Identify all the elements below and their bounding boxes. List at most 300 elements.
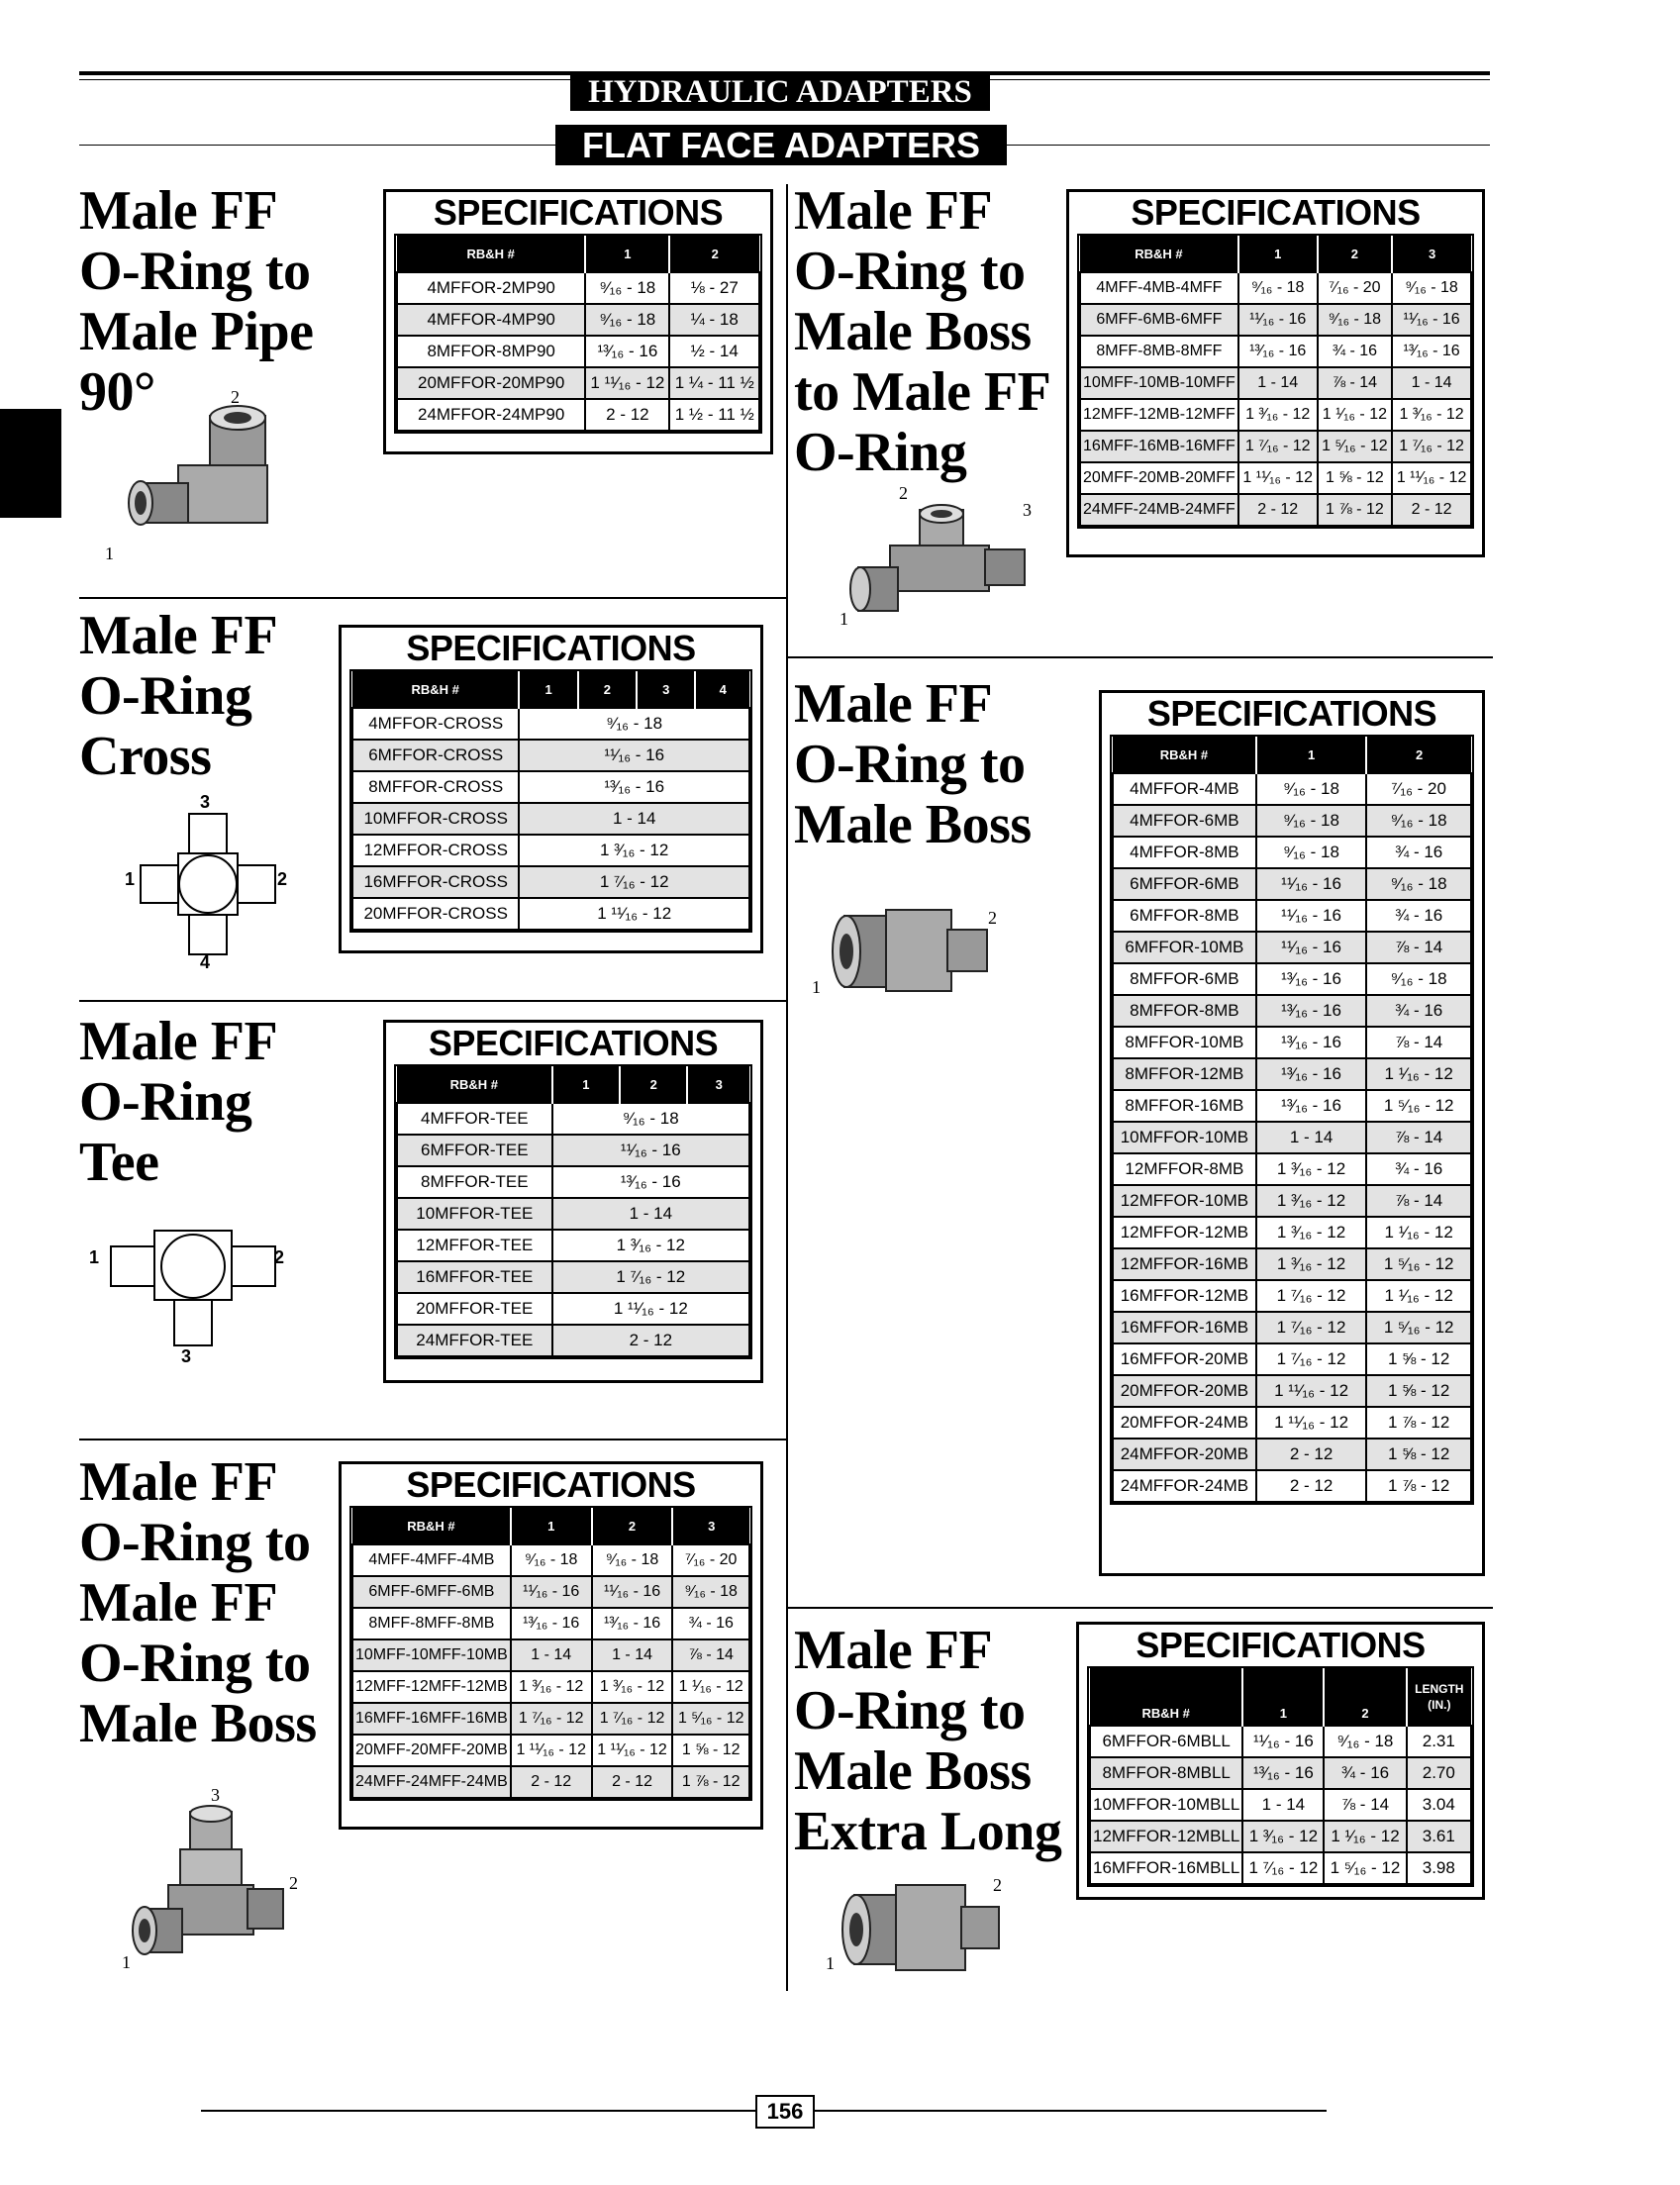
spec-heading: SPECIFICATIONS	[406, 628, 696, 668]
port-size: ⅞ - 14	[1318, 367, 1393, 399]
port-size: 1 ³⁄₁₆ - 12	[1256, 1248, 1367, 1280]
col-header: RB&H #	[352, 1508, 511, 1544]
port-label: 2	[993, 1875, 1002, 1895]
section-title: Male FF O-Ring Cross	[79, 605, 278, 787]
col-header: RB&H #	[397, 1066, 552, 1103]
port-size: ¹¹⁄₁₆ - 16	[1256, 868, 1367, 900]
part-number: 8MFFOR-6MB	[1113, 963, 1256, 995]
port-size: ¹³⁄₁₆ - 16	[1256, 1058, 1367, 1090]
port-size: 1 ³⁄₁₆ - 12	[552, 1230, 749, 1261]
col-header: 3	[672, 1508, 749, 1544]
tee-fitting-diagram	[109, 1223, 277, 1351]
port-size: 2 - 12	[1256, 1439, 1367, 1470]
port-size: ¾ - 16	[1324, 1757, 1406, 1789]
table-row	[397, 304, 759, 336]
port-size: ¹¹⁄₁₆ - 16	[1238, 304, 1318, 336]
port-size: 1 - 14	[519, 803, 749, 835]
col-header: 2	[669, 236, 759, 272]
port-size: 1 ¹⁄₁₆ - 12	[1324, 1821, 1406, 1852]
part-number: 20MFFOR-20MB	[1113, 1375, 1256, 1407]
port-label: 1	[122, 1952, 131, 1972]
port-size: 1 - 14	[1256, 1122, 1367, 1153]
table-row	[352, 1671, 749, 1703]
part-number: 4MFF-4MFF-4MB	[352, 1544, 511, 1576]
port-size: 1 ¹⁄₁₆ - 12	[1366, 1280, 1471, 1312]
port-label: 2	[899, 483, 908, 503]
port-size: 1 ⁵⁄₁₆ - 12	[672, 1703, 749, 1735]
port-size: 2 - 12	[552, 1325, 749, 1356]
port-size: ¹³⁄₁₆ - 16	[1256, 1027, 1367, 1058]
part-number: 24MFFOR-24MB	[1113, 1470, 1256, 1502]
port-size: 1 ¹¹⁄₁₆ - 12	[585, 367, 669, 399]
port-size: ⁹⁄₁₆ - 18	[585, 272, 669, 304]
spec-box	[1066, 189, 1485, 557]
table-row	[352, 1703, 749, 1735]
table-row	[1113, 868, 1471, 900]
spec-heading: SPECIFICATIONS	[406, 1464, 696, 1505]
port-size: 1 ⁷⁄₁₆ - 12	[519, 866, 749, 898]
spec-table	[1089, 1668, 1472, 1885]
port-size: ⁹⁄₁₆ - 18	[1238, 272, 1318, 304]
col-header: RB&H #	[1113, 737, 1256, 773]
port-label: 2	[277, 869, 288, 889]
port-size: ¹³⁄₁₆ - 16	[552, 1166, 749, 1198]
port-size: ⁹⁄₁₆ - 18	[1392, 272, 1471, 304]
port-size: ¹³⁄₁₆ - 16	[1256, 1090, 1367, 1122]
port-size: ¹¹⁄₁₆ - 16	[1392, 304, 1471, 336]
part-number: 12MFF-12MFF-12MB	[352, 1671, 511, 1703]
port-size: ⁹⁄₁₆ - 18	[1318, 304, 1393, 336]
port-size: ¹¹⁄₁₆ - 16	[592, 1576, 673, 1608]
section-title: Male FF O-Ring to Male Boss	[794, 673, 1032, 855]
port-size: ¹³⁄₁₆ - 16	[592, 1608, 673, 1639]
port-label: 4	[200, 952, 211, 972]
port-size: 1 - 14	[552, 1198, 749, 1230]
spec-heading: SPECIFICATIONS	[433, 192, 724, 233]
part-number: 8MFFOR-8MP90	[397, 336, 585, 367]
length-value: 2.70	[1407, 1757, 1471, 1789]
length-value: 3.04	[1407, 1789, 1471, 1821]
table-row	[397, 1293, 749, 1325]
port-size: ⁹⁄₁₆ - 18	[672, 1576, 749, 1608]
port-size: ¼ - 18	[669, 304, 759, 336]
table-row	[1113, 1058, 1471, 1090]
port-size: 1 ³⁄₁₆ - 12	[1256, 1153, 1367, 1185]
port-size: 1 ¹¹⁄₁₆ - 12	[1256, 1375, 1367, 1407]
table-row	[352, 1766, 749, 1798]
part-number: 16MFFOR-20MB	[1113, 1343, 1256, 1375]
table-row	[1090, 1789, 1471, 1821]
port-size: 1 - 14	[592, 1639, 673, 1671]
port-size: 2 - 12	[592, 1766, 673, 1798]
section-rule	[79, 1000, 786, 1002]
section-title: Male FF O-Ring to Male Pipe 90°	[79, 180, 314, 423]
port-size: 1 ⁷⁄₁₆ - 12	[1256, 1312, 1367, 1343]
port-size: ⅞ - 14	[1366, 1122, 1471, 1153]
part-number: 20MFFOR-TEE	[397, 1293, 552, 1325]
table-row	[397, 367, 759, 399]
part-number: 10MFFOR-CROSS	[352, 803, 519, 835]
port-size: 1 ¹⁄₁₆ - 12	[1366, 1217, 1471, 1248]
tee-boss-ff-fitting-image	[846, 500, 1035, 629]
port-size: 1 ¹⁄₁₆ - 12	[672, 1671, 749, 1703]
table-row	[1113, 1217, 1471, 1248]
col-header: 1	[511, 1508, 592, 1544]
part-number: 12MFFOR-16MB	[1113, 1248, 1256, 1280]
port-label: 1	[89, 1247, 100, 1267]
port-size: 1 ³⁄₁₆ - 12	[511, 1671, 592, 1703]
port-size: 1 ⁵⁄₁₆ - 12	[1366, 1312, 1471, 1343]
part-number: 4MFFOR-4MB	[1113, 773, 1256, 805]
extra-long-fitting-image	[837, 1871, 1005, 1990]
part-number: 16MFF-16MB-16MFF	[1080, 431, 1238, 462]
part-number: 6MFF-6MB-6MFF	[1080, 304, 1238, 336]
port-size: ¾ - 16	[1366, 837, 1471, 868]
port-size: ⁷⁄₁₆ - 20	[1366, 773, 1471, 805]
port-size: ⅞ - 14	[1366, 932, 1471, 963]
table-row	[1090, 1757, 1471, 1789]
part-number: 10MFFOR-TEE	[397, 1198, 552, 1230]
port-size: ¾ - 16	[1366, 995, 1471, 1027]
port-size: ⁹⁄₁₆ - 18	[1366, 963, 1471, 995]
part-number: 10MFF-10MB-10MFF	[1080, 367, 1238, 399]
port-size: 1 ³⁄₁₆ - 12	[1256, 1217, 1367, 1248]
table-row	[1080, 431, 1471, 462]
port-size: ¹³⁄₁₆ - 16	[519, 771, 749, 803]
table-row	[397, 1198, 749, 1230]
port-size: 1 - 14	[511, 1639, 592, 1671]
table-row	[397, 1230, 749, 1261]
part-number: 6MFFOR-6MB	[1113, 868, 1256, 900]
part-number: 6MFFOR-TEE	[397, 1135, 552, 1166]
part-number: 12MFFOR-8MB	[1113, 1153, 1256, 1185]
port-size: ¹¹⁄₁₆ - 16	[1256, 932, 1367, 963]
port-label: 1	[125, 869, 136, 889]
table-row	[1080, 494, 1471, 526]
port-size: 1 ¹¹⁄₁₆ - 12	[552, 1293, 749, 1325]
table-row	[1113, 1407, 1471, 1439]
table-row	[1113, 1122, 1471, 1153]
port-size: 1 ¼ - 11 ½	[669, 367, 759, 399]
col-header: RB&H #	[1080, 236, 1238, 272]
spec-table	[351, 1508, 750, 1799]
part-number: 8MFFOR-CROSS	[352, 771, 519, 803]
section-rule	[788, 1607, 1493, 1609]
port-size: 1 ³⁄₁₆ - 12	[1238, 399, 1318, 431]
port-size: ⁹⁄₁₆ - 18	[519, 708, 749, 740]
part-number: 20MFFOR-24MB	[1113, 1407, 1256, 1439]
length-value: 2.31	[1407, 1726, 1471, 1757]
col-header: 3	[1392, 236, 1471, 272]
part-number: 12MFFOR-CROSS	[352, 835, 519, 866]
col-header: LENGTH (IN.)	[1407, 1668, 1471, 1726]
table-row	[352, 708, 749, 740]
port-size: 2 - 12	[511, 1766, 592, 1798]
part-number: 16MFFOR-16MBLL	[1090, 1852, 1242, 1884]
table-row	[352, 866, 749, 898]
table-row	[1080, 462, 1471, 494]
part-number: 24MFF-24MB-24MFF	[1080, 494, 1238, 526]
port-size: 1 ⁷⁄₁₆ - 12	[552, 1261, 749, 1293]
table-row	[1113, 1248, 1471, 1280]
table-row	[1113, 1375, 1471, 1407]
part-number: 4MFF-4MB-4MFF	[1080, 272, 1238, 304]
table-row	[1113, 837, 1471, 868]
table-row	[352, 740, 749, 771]
col-header: 1	[1238, 236, 1318, 272]
part-number: 24MFFOR-24MP90	[397, 399, 585, 431]
col-header: 1	[1256, 737, 1367, 773]
port-size: ¹³⁄₁₆ - 16	[1238, 336, 1318, 367]
port-size: 1 ⅞ - 12	[1366, 1470, 1471, 1502]
col-header: RB&H #	[352, 671, 519, 708]
port-size: 1 ¹¹⁄₁₆ - 12	[519, 898, 749, 930]
port-label: 1	[105, 544, 114, 563]
part-number: 24MFF-24MFF-24MB	[352, 1766, 511, 1798]
port-label: 1	[826, 1953, 835, 1973]
port-size: 1 ⁷⁄₁₆ - 12	[1256, 1343, 1367, 1375]
port-size: 1 - 14	[1242, 1789, 1324, 1821]
table-row	[1080, 399, 1471, 431]
spec-table	[351, 671, 750, 931]
page-number: 156	[755, 2095, 815, 2129]
table-row	[1113, 1312, 1471, 1343]
port-size: 1 ⁷⁄₁₆ - 12	[1238, 431, 1318, 462]
port-label: 2	[231, 387, 240, 407]
port-size: ⅛ - 27	[669, 272, 759, 304]
part-number: 16MFFOR-16MB	[1113, 1312, 1256, 1343]
part-number: 4MFFOR-6MB	[1113, 805, 1256, 837]
table-row	[1090, 1852, 1471, 1884]
spec-table	[1079, 236, 1472, 527]
port-size: ⁷⁄₁₆ - 20	[1318, 272, 1393, 304]
part-number: 4MFFOR-CROSS	[352, 708, 519, 740]
port-label: 3	[200, 792, 211, 812]
part-number: 8MFFOR-10MB	[1113, 1027, 1256, 1058]
part-number: 20MFFOR-20MP90	[397, 367, 585, 399]
table-row	[1090, 1821, 1471, 1852]
spec-heading: SPECIFICATIONS	[1136, 1625, 1426, 1665]
table-row	[352, 1544, 749, 1576]
spec-box	[383, 189, 773, 454]
port-size: 1 ¹¹⁄₁₆ - 12	[1238, 462, 1318, 494]
tee-boss-fitting-image	[129, 1802, 297, 1980]
table-row	[1113, 773, 1471, 805]
part-number: 16MFFOR-TEE	[397, 1261, 552, 1293]
port-size: ¹³⁄₁₆ - 16	[1256, 995, 1367, 1027]
table-row	[397, 1103, 749, 1135]
spec-table	[396, 236, 760, 432]
col-header: 2	[578, 671, 637, 708]
port-size: ⁹⁄₁₆ - 18	[511, 1544, 592, 1576]
part-number: 8MFF-8MFF-8MB	[352, 1608, 511, 1639]
port-size: 1 ⁷⁄₁₆ - 12	[511, 1703, 592, 1735]
col-header: 2	[1324, 1668, 1406, 1726]
part-number: 4MFFOR-TEE	[397, 1103, 552, 1135]
port-size: ⅞ - 14	[1366, 1185, 1471, 1217]
port-size: ¹³⁄₁₆ - 16	[1392, 336, 1471, 367]
port-size: ¹³⁄₁₆ - 16	[1242, 1757, 1324, 1789]
table-row	[1113, 963, 1471, 995]
table-row	[352, 1735, 749, 1766]
part-number: 6MFFOR-6MBLL	[1090, 1726, 1242, 1757]
port-size: ¾ - 16	[672, 1608, 749, 1639]
col-header: 1	[552, 1066, 620, 1103]
spec-heading: SPECIFICATIONS	[428, 1023, 719, 1063]
spec-heading: SPECIFICATIONS	[1131, 192, 1421, 233]
table-row	[352, 1608, 749, 1639]
table-row	[1113, 1470, 1471, 1502]
col-header: 2	[1366, 737, 1471, 773]
port-size: 1 ¹¹⁄₁₆ - 12	[1392, 462, 1471, 494]
port-size: 1 ⁷⁄₁₆ - 12	[1242, 1852, 1324, 1884]
port-size: ⁹⁄₁₆ - 18	[585, 304, 669, 336]
part-number: 20MFFOR-CROSS	[352, 898, 519, 930]
port-size: ¹¹⁄₁₆ - 16	[552, 1135, 749, 1166]
port-size: 1 ¹¹⁄₁₆ - 12	[511, 1735, 592, 1766]
port-size: 1 ³⁄₁₆ - 12	[592, 1671, 673, 1703]
table-row	[397, 1325, 749, 1356]
part-number: 12MFFOR-12MB	[1113, 1217, 1256, 1248]
part-number: 8MFFOR-TEE	[397, 1166, 552, 1198]
port-size: 1 ¹⁄₁₆ - 12	[1318, 399, 1393, 431]
part-number: 24MFFOR-20MB	[1113, 1439, 1256, 1470]
part-number: 20MFF-20MB-20MFF	[1080, 462, 1238, 494]
port-size: ¹³⁄₁₆ - 16	[1256, 963, 1367, 995]
table-row	[397, 336, 759, 367]
table-row	[352, 898, 749, 930]
column-divider	[786, 184, 788, 1991]
part-number: 12MFFOR-12MBLL	[1090, 1821, 1242, 1852]
port-size: 1 ¹¹⁄₁₆ - 12	[592, 1735, 673, 1766]
col-header: 1	[585, 236, 669, 272]
part-number: 8MFFOR-12MB	[1113, 1058, 1256, 1090]
port-size: 1 ⅝ - 12	[1366, 1439, 1471, 1470]
table-row	[1080, 367, 1471, 399]
part-number: 8MFF-8MB-8MFF	[1080, 336, 1238, 367]
part-number: 12MFFOR-TEE	[397, 1230, 552, 1261]
table-row	[1090, 1726, 1471, 1757]
table-row	[397, 399, 759, 431]
section-rule	[79, 597, 786, 599]
col-header: RB&H #	[1090, 1668, 1242, 1726]
cross-fitting-diagram	[139, 810, 277, 958]
thumb-tab	[0, 409, 61, 518]
part-number: 16MFFOR-12MB	[1113, 1280, 1256, 1312]
table-row	[1080, 336, 1471, 367]
table-row	[352, 1576, 749, 1608]
port-size: ¾ - 16	[1366, 900, 1471, 932]
table-row	[1113, 1153, 1471, 1185]
table-row	[1080, 304, 1471, 336]
port-size: ¹¹⁄₁₆ - 16	[1256, 900, 1367, 932]
part-number: 10MFF-10MFF-10MB	[352, 1639, 511, 1671]
table-row	[397, 1261, 749, 1293]
col-header: 1	[519, 671, 577, 708]
table-row	[1113, 1280, 1471, 1312]
port-size: ¹¹⁄₁₆ - 16	[1242, 1726, 1324, 1757]
port-size: ⁹⁄₁₆ - 18	[1324, 1726, 1406, 1757]
part-number: 10MFFOR-10MB	[1113, 1122, 1256, 1153]
port-size: ⁹⁄₁₆ - 18	[1256, 773, 1367, 805]
port-size: 1 - 14	[1392, 367, 1471, 399]
port-size: ¹¹⁄₁₆ - 16	[519, 740, 749, 771]
port-size: ⁷⁄₁₆ - 20	[672, 1544, 749, 1576]
port-size: ⅞ - 14	[1324, 1789, 1406, 1821]
port-size: 1 ³⁄₁₆ - 12	[1242, 1821, 1324, 1852]
table-row	[1113, 1090, 1471, 1122]
port-size: 1 ⅝ - 12	[672, 1735, 749, 1766]
col-header: 4	[695, 671, 749, 708]
port-label: 2	[289, 1873, 298, 1893]
port-label: 3	[1023, 500, 1032, 520]
part-number: 4MFFOR-2MP90	[397, 272, 585, 304]
port-size: ⁹⁄₁₆ - 18	[1256, 805, 1367, 837]
table-row	[1113, 900, 1471, 932]
part-number: 8MFFOR-8MB	[1113, 995, 1256, 1027]
table-row	[352, 1639, 749, 1671]
spec-box	[1099, 690, 1485, 1576]
table-row	[1113, 805, 1471, 837]
port-size: 2 - 12	[1256, 1470, 1367, 1502]
table-row	[1113, 1027, 1471, 1058]
port-size: 1 ½ - 11 ½	[669, 399, 759, 431]
port-size: 2 - 12	[585, 399, 669, 431]
port-size: ¹³⁄₁₆ - 16	[511, 1608, 592, 1639]
col-header: RB&H #	[397, 236, 585, 272]
port-size: 1 ⁷⁄₁₆ - 12	[1256, 1280, 1367, 1312]
port-label: 1	[812, 977, 821, 997]
port-size: ⁹⁄₁₆ - 18	[592, 1544, 673, 1576]
port-size: ⁹⁄₁₆ - 18	[1366, 805, 1471, 837]
section-rule	[788, 656, 1493, 658]
category-banner: HYDRAULIC ADAPTERS	[570, 74, 990, 111]
port-size: ⁹⁄₁₆ - 18	[1366, 868, 1471, 900]
port-size: 1 ⁷⁄₁₆ - 12	[1392, 431, 1471, 462]
port-size: 1 ⅞ - 12	[1318, 494, 1393, 526]
part-number: 20MFF-20MFF-20MB	[352, 1735, 511, 1766]
port-size: ⁹⁄₁₆ - 18	[552, 1103, 749, 1135]
port-size: ¹³⁄₁₆ - 16	[585, 336, 669, 367]
port-size: 1 ¹⁄₁₆ - 12	[1366, 1058, 1471, 1090]
port-size: 1 ⁷⁄₁₆ - 12	[592, 1703, 673, 1735]
port-size: 1 ⅝ - 12	[1366, 1343, 1471, 1375]
part-number: 6MFF-6MFF-6MB	[352, 1576, 511, 1608]
port-label: 2	[274, 1247, 285, 1267]
port-size: 1 ⅝ - 12	[1366, 1375, 1471, 1407]
port-label: 1	[840, 609, 848, 629]
length-value: 3.98	[1407, 1852, 1471, 1884]
table-row	[352, 771, 749, 803]
port-size: ¹¹⁄₁₆ - 16	[511, 1576, 592, 1608]
part-number: 12MFFOR-10MB	[1113, 1185, 1256, 1217]
port-size: 1 ⁵⁄₁₆ - 12	[1318, 431, 1393, 462]
port-size: 1 ⁵⁄₁₆ - 12	[1324, 1852, 1406, 1884]
port-label: 3	[181, 1346, 192, 1366]
elbow-fitting-image	[119, 396, 287, 574]
port-size: ½ - 14	[669, 336, 759, 367]
section-title: Male FF O-Ring Tee	[79, 1011, 278, 1193]
col-header: 3	[637, 671, 695, 708]
port-label: 3	[211, 1785, 220, 1805]
port-size: ⁹⁄₁₆ - 18	[1256, 837, 1367, 868]
spec-box	[339, 625, 763, 953]
port-size: 1 ⁵⁄₁₆ - 12	[1366, 1248, 1471, 1280]
section-title: Male FF O-Ring to Male Boss Extra Long	[794, 1620, 1062, 1862]
port-size: 2 - 12	[1392, 494, 1471, 526]
port-size: ¾ - 16	[1366, 1153, 1471, 1185]
part-number: 6MFFOR-8MB	[1113, 900, 1256, 932]
